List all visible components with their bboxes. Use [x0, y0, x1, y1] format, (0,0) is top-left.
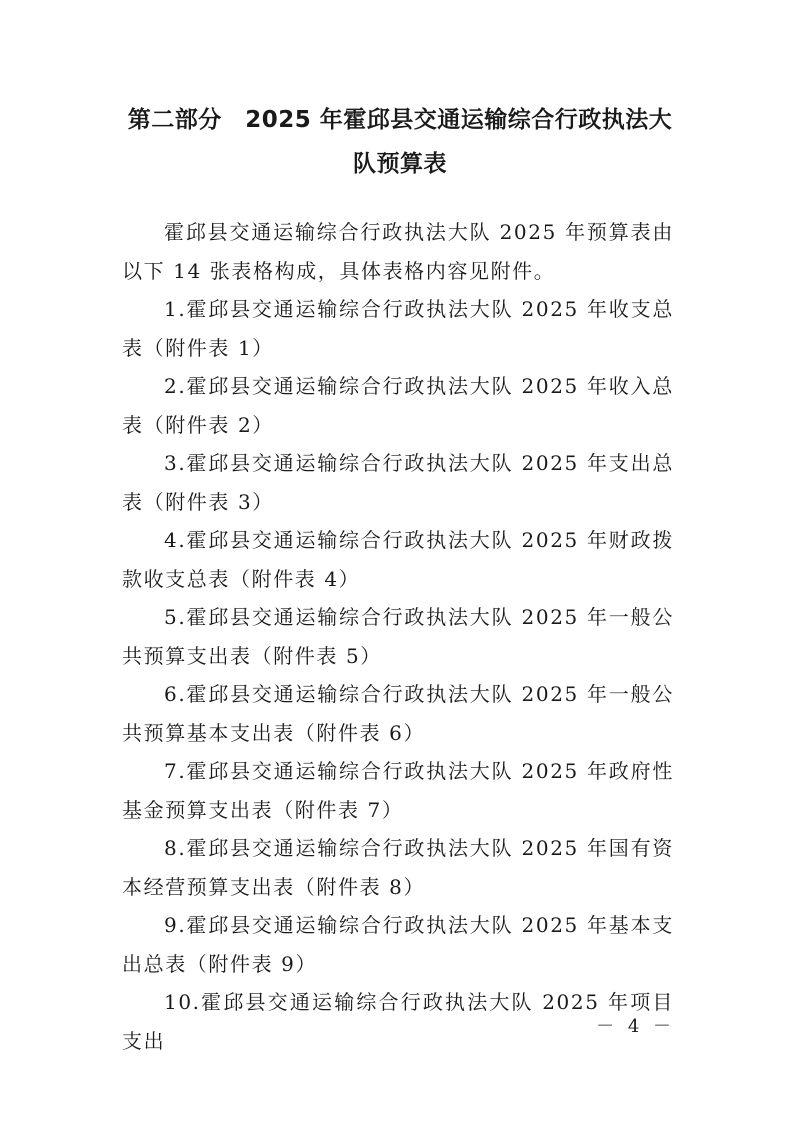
list-item-6: 6.霍邱县交通运输综合行政执法大队 2025 年一般公共预算基本支出表（附件表 6） [122, 682, 674, 745]
section-title-line-1: 第二部分 2025 年霍邱县交通运输综合行政执法大 [127, 107, 673, 133]
list-item-4: 4.霍邱县交通运输综合行政执法大队 2025 年财政拨款收支总表（附件表 4） [122, 528, 674, 591]
list-item-10: 10.霍邱县交通运输综合行政执法大队 2025 年项目支出 [122, 990, 674, 1053]
list-item-1: 1.霍邱县交通运输综合行政执法大队 2025 年收支总表（附件表 1） [122, 297, 674, 360]
list-item-9: 9.霍邱县交通运输综合行政执法大队 2025 年基本支出总表（附件表 9） [122, 913, 674, 976]
list-item-7: 7.霍邱县交通运输综合行政执法大队 2025 年政府性基金预算支出表（附件表 7） [122, 759, 674, 822]
list-item-2: 2.霍邱县交通运输综合行政执法大队 2025 年收入总表（附件表 2） [122, 374, 674, 437]
list-item-3: 3.霍邱县交通运输综合行政执法大队 2025 年支出总表（附件表 3） [122, 451, 674, 514]
list-item-8: 8.霍邱县交通运输综合行政执法大队 2025 年国有资本经营预算支出表（附件表 8） [122, 836, 674, 899]
section-title [100, 98, 700, 186]
page-number: － 4 － [596, 1016, 675, 1037]
list-item-5: 5.霍邱县交通运输综合行政执法大队 2025 年一般公共预算支出表（附件表 5） [122, 605, 674, 668]
body-text [122, 213, 674, 1060]
section-title-line-2: 队预算表 [353, 151, 447, 177]
intro-paragraph: 霍邱县交通运输综合行政执法大队 2025 年预算表由以下 14 张表格构成，具体表格内容见附件。 [122, 220, 674, 283]
